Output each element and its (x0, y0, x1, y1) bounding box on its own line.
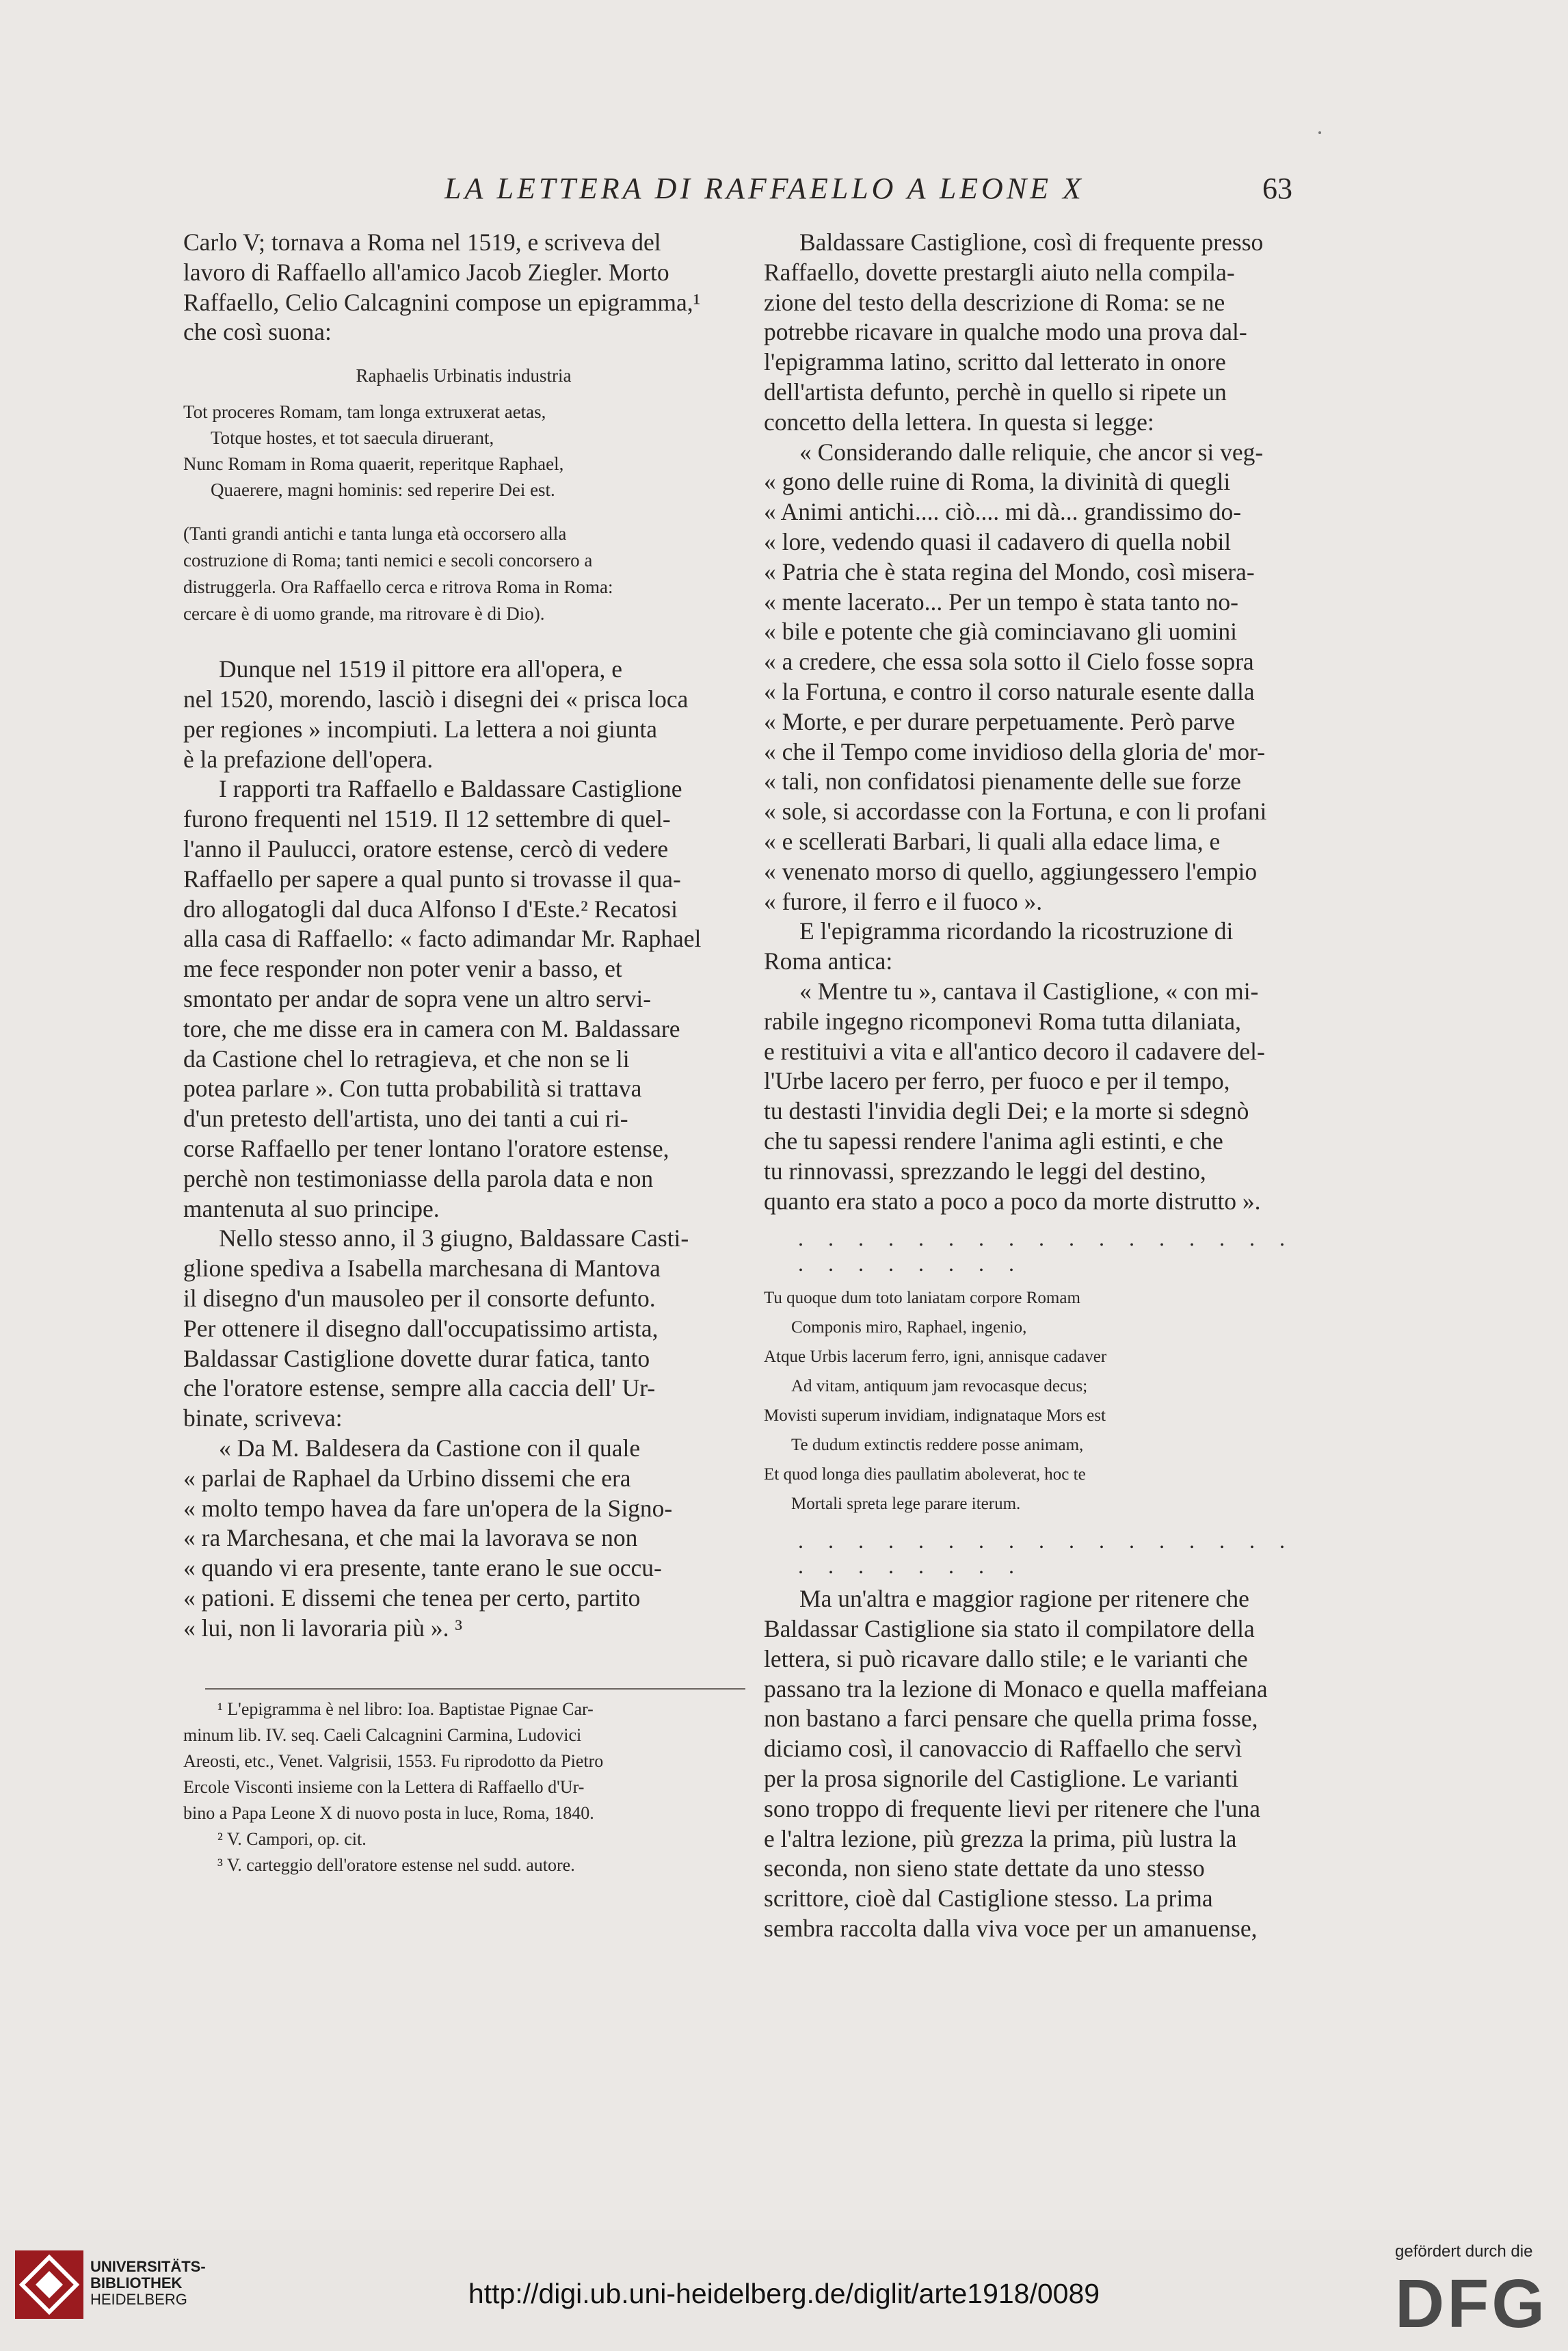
ellipsis-dots: . . . . . . . . . . . . . . . . . . . . . . . . . (798, 1528, 1294, 1579)
funding-caption: gefördert durch die (1395, 2242, 1533, 2261)
library-name-line: HEIDELBERG (90, 2291, 187, 2308)
paragraph: Dunque nel 1519 il pittore era all'opera, e nel 1520, morendo, lasciò i disegni dei « prisca loca per regiones » incompiuti. La lettera a noi giunta è la prefazione dell'opera. (183, 655, 689, 773)
poem-line: Te dudum extinctis reddere posse animam, (791, 1436, 1084, 1455)
epigram-verse: Tot proceres Romam, tam longa extruxerat aetas, (183, 402, 546, 423)
library-name-line: UNIVERSITÄTS- (90, 2258, 206, 2275)
paragraph: Ma un'altra e maggior ragione per ritenere che Baldassar Castiglione sia stato il compilatore della lettera, si può ricavare dallo stile; e le varianti che passano tra la lezione di Monaco e quella maffeiana non bastano a farci pensare che quella prima fosse, diciamo così, il canovaccio di Raffaello che servì per la prosa signorile del Castiglione. Le varianti sono troppo di frequente lievi per ritenere che l'una e l'altra lezione, più grezza la prima, più lustra la seconda, non sieno state dettate da uno stesso scrittore, cioè dal Castiglione stesso. La prima sembra raccolta dalla viva voce per un amanuense, (764, 1585, 1268, 1943)
footnotes (183, 1696, 744, 1878)
digitization-footer (0, 2230, 1568, 2351)
poem-line: Movisti superum invidiam, indignataque Mors est (764, 1406, 1106, 1426)
footnote: ² V. Campori, op. cit. (217, 1829, 367, 1849)
paragraph: Carlo V; tornava a Roma nel 1519, e scriveva del lavoro di Raffaello all'amico Jacob Ziegler. Morto Raffaello, Celio Calcagnini compose un epigramma,¹ che così suona: (183, 228, 701, 346)
left-column (183, 228, 744, 1643)
poem-line: Ad vitam, antiquum jam revocasque decus; (791, 1377, 1088, 1396)
poem-line: Componis miro, Raphael, ingenio, (791, 1318, 1027, 1337)
ellipsis-dots: . . . . . . . . . . . . . . . . . . . . . . . . . (798, 1226, 1294, 1276)
epigram-title: Raphaelis Urbinatis industria (356, 365, 572, 386)
poem-line: Mortali spreta lege parare iterum. (791, 1495, 1021, 1514)
paragraph: E l'epigramma ricordando la ricostruzione di Roma antica: (764, 917, 1234, 975)
paragraph: Baldassare Castiglione, così di frequente presso Raffaello, dovette prestargli aiuto nella compila- zione del testo della descrizione di Roma: se ne potrebbe ricavare in qualche modo una prova dal- l'epigramma latino, scritto dal letterato in onore dell'artista defunto, perchè in quello si ripete un concetto della lettera. In questa si legge: (764, 228, 1264, 436)
paragraph: I rapporti tra Raffaello e Baldassare Castiglione furono frequenti nel 1519. Il 12 settembre di quel- l'anno il Paulucci, oratore estense, cercò di vedere Raffaello per sapere a qual punto si trovasse il qua- dro allogatogli dal duca Alfonso I d'Este.² Recatosi alla casa di Raffaello: « facto adimandar Mr. Raphael me fece responder non poter venir a basso, et smontato per andar de sopra vene un altro servi- tore, che me disse era in camera con M. Baldassare da Castione chel lo retragieva, et che non se li potea parlare ». Con tutta probabilità si trattava d'un pretesto dell'artista, uno dei tanti a cui ri- corse Raffaello per tener lontano l'oratore estense, perchè non testimoniasse della parola data e non mantenuta al suo principe. (183, 775, 702, 1222)
scan-speck (1318, 131, 1321, 134)
epigram-translation: (Tanti grandi antichi e tanta lunga età occorsero alla costruzione di Roma; tanti nemici e secoli concorsero a distruggerla. Ora Raffaello cerca e ritrova Roma in Roma: cercare è di uomo grande, ma ritrovare è di Dio). (183, 523, 613, 625)
poem-line: Tu quoque dum toto laniatam corpore Romam (764, 1289, 1080, 1308)
footnote: ³ V. carteggio dell'oratore estense nel sudd. autore. (217, 1855, 575, 1875)
right-column (764, 228, 1303, 1944)
dfg-logo: DFG (1395, 2265, 1548, 2342)
paragraph: Nello stesso anno, il 3 giugno, Baldassare Casti- glione spediva a Isabella marchesana di Mantova il disegno d'un mausoleo per il consorte defunto. Per ottenere il disegno dall'occupatissimo artista, Baldassar Castiglione dovette durar fatica, tanto che l'oratore estense, sempre alla caccia dell' Ur- binate, scriveva: (183, 1224, 689, 1432)
poem-line: Atque Urbis lacerum ferro, igni, annisque cadaver (764, 1348, 1107, 1367)
page-number: 63 (1262, 172, 1292, 205)
quotation: « Considerando dalle reliquie, che ancor si veg- « gono delle ruine di Roma, la divinità di quegli « Animi antichi.... ciò.... mi dà... grandissimo do- « lore, vedendo quasi il cadavero di quella nobil « Patria che è stata regina del Mondo, così misera- « mente lacerato... Per un tempo è stata tanto no- « bile e potente che già cominciavano gli uomini « a credere, che essa sola sotto il Cielo fosse sopra « la Fortuna, e contro il corso naturale esente dalla « Morte, e per durare perpetuamente. Però parve « che il Tempo come invidioso della gloria de' mor- « tali, non confidatosi pienamente delle sue forze « sole, si accordasse con la Fortuna, e con li profani « e scellerati Barbari, li quali alla edace lima, e « venenato morso di quello, aggiungessero l'empio « furore, il ferro e il fuoco ». (764, 438, 1267, 915)
page-header (0, 164, 1568, 219)
poem-line: Et quod longa dies paullatim aboleverat, hoc te (764, 1465, 1086, 1484)
quotation: « Da M. Baldesera da Castione con il quale « parlai de Raphael da Urbino dissemi che era « molto tempo havea da fare un'opera de la Signo- « ra Marchesana, et che mai la lavorava se non « quando vi era presente, tante erano le sue occu- « pationi. E dissemi che tenea per certo, partito « lui, non li lavoraria più ». ³ (183, 1434, 673, 1642)
footnote: ¹ L'epigramma è nel libro: Ioa. Baptistae Pignae Car- minum lib. IV. seq. Caeli Calcagnini Carmina, Ludovici Areosti, etc., Venet. Valgrisii, 1553. Fu riprodotto da Pietro Ercole Visconti insieme con la Lettera di Raffaello d'Ur- bino a Papa Leone X di nuovo posta in luce, Roma, 1840. (183, 1699, 604, 1823)
library-name-line: BIBLIOTHEK (90, 2274, 183, 2291)
epigram-verse: Quaerere, magni hominis: sed reperire Dei est. (211, 480, 555, 501)
permalink-url[interactable]: http://digi.ub.uni-heidelberg.de/diglit/arte1918/0089 (468, 2278, 1100, 2309)
epigram-verse: Nunc Romam in Roma quaerit, reperitque Raphael, (183, 454, 564, 475)
paragraph: « Mentre tu », cantava il Castiglione, « con mi- rabile ingegno ricomponevi Roma tutta dilaniata, e restituivi a vita e all'antico decoro il cadavere del- l'Urbe lacero per ferro, per fuoco e per il tempo, tu destasti l'invidia degli Dei; e la morte si sdegnò che tu sapessi rendere l'anima agli estinti, e che tu rinnovassi, sprezzando le leggi del destino, quanto era stato a poco a poco da morte distrutto ». (764, 977, 1265, 1215)
latin-poem (764, 1283, 1303, 1519)
epigram-verse: Totque hostes, et tot saecula diruerant, (211, 428, 494, 449)
footnote-divider (205, 1688, 745, 1690)
running-title: LA LETTERA DI RAFFAELLO A LEONE X (444, 172, 1085, 205)
